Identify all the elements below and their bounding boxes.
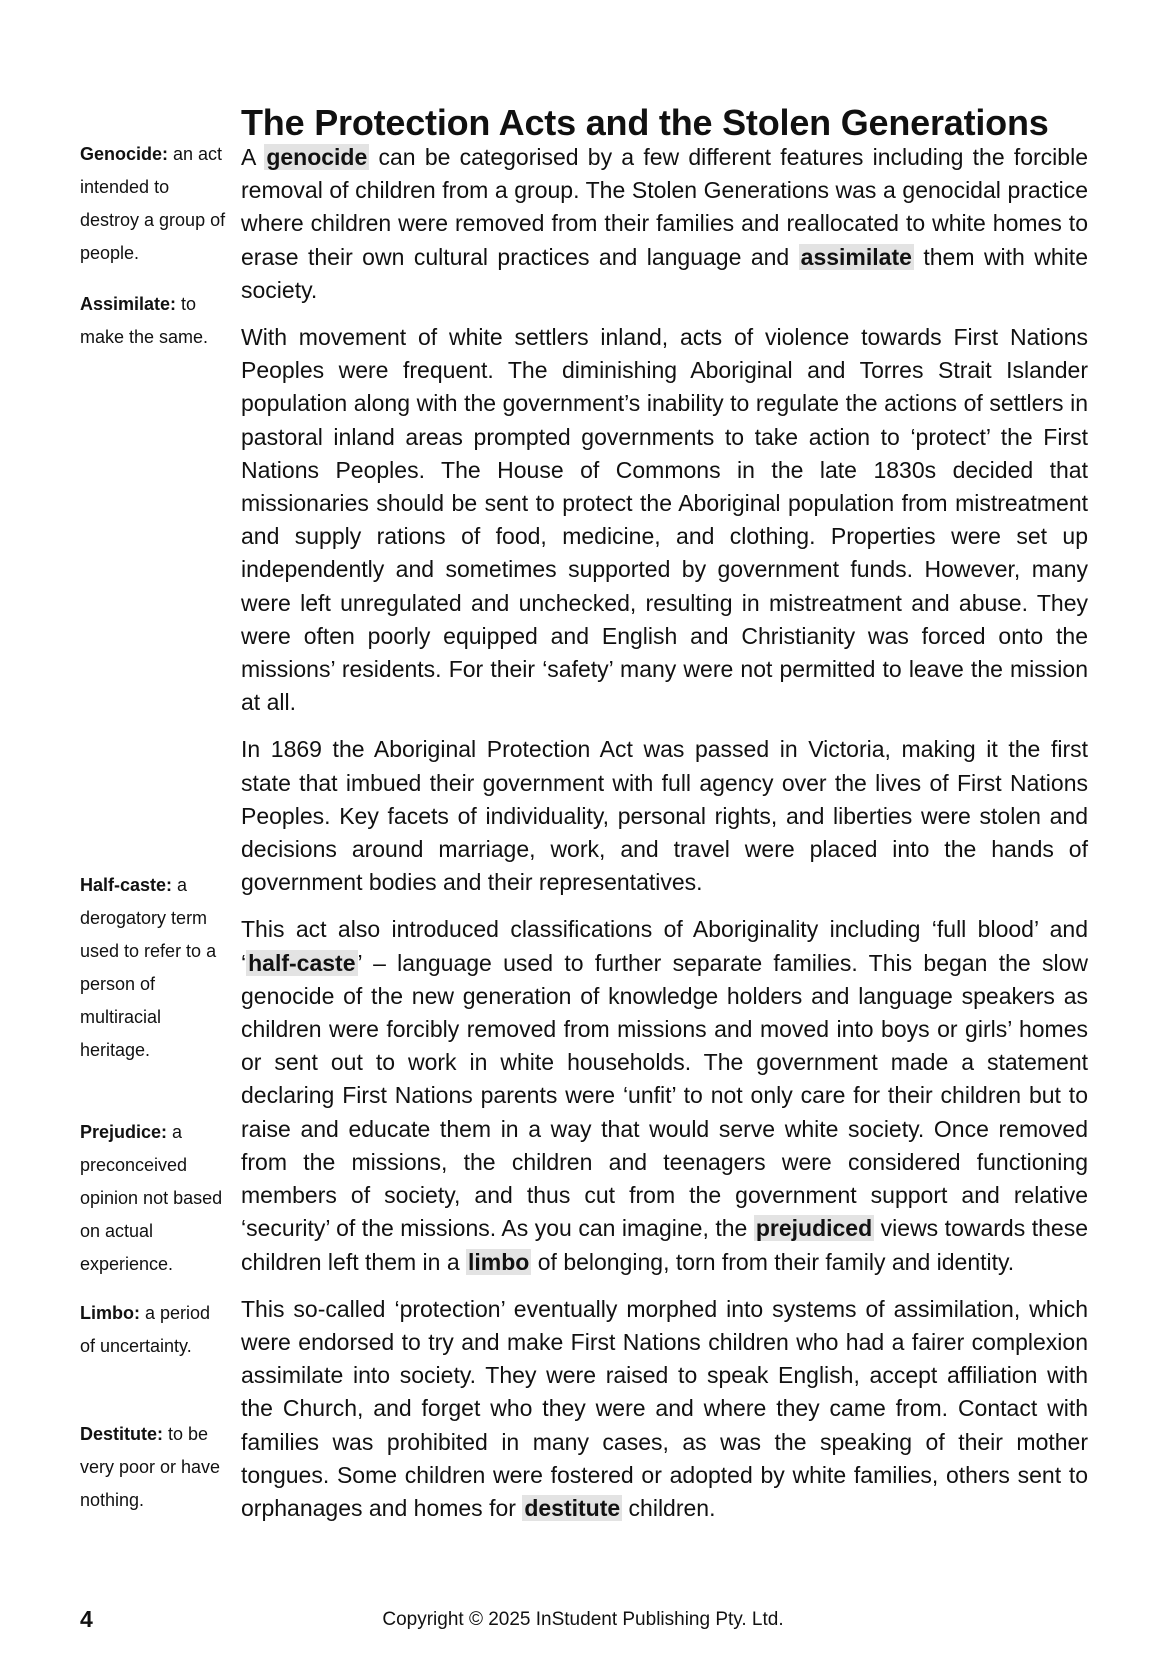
glossary-entry-destitute bbox=[80, 1418, 230, 1517]
paragraph-5: This so-called ‘protection’ eventually morphed into systems of assimilation, which were endorsed to try and make First Nations children who had a fairer complexion assimilate into society. They were raised to speak English, accept affiliation with the Church, and forget who they were and where they came from. Contact with families was prohibited in many cases, as was the speaking of their mother tongues. Some children were fostered or adopted by white families, others sent to orphanages and homes for destitute children. bbox=[241, 1295, 1088, 1521]
glossary-entry-half-caste bbox=[80, 869, 230, 1067]
keyword-prejudiced: prejudiced bbox=[755, 1215, 873, 1242]
glossary-term: Half-caste: bbox=[80, 875, 173, 895]
glossary-definition: to make the same. bbox=[80, 294, 209, 347]
copyright-notice: Copyright © 2025 InStudent Publishing Pty. Ltd. bbox=[382, 1609, 784, 1630]
paragraph-1: A genocide can be categorised by a few different features including the forcible removal of children from a group. The Stolen Generations was a genocidal practice where children were removed from their families and reallocated to white homes to erase their own cultural practices and language and assimilate them with white society. bbox=[241, 144, 1088, 303]
keyword-assimilate: assimilate bbox=[800, 243, 912, 270]
keyword-limbo: limbo bbox=[468, 1248, 530, 1275]
glossary-definition: a derogatory term used to refer to a person of multiracial heritage. bbox=[80, 875, 217, 1060]
glossary-definition: to be very poor or have nothing. bbox=[80, 1424, 221, 1510]
keyword-genocide: genocide bbox=[266, 144, 368, 170]
glossary-term: Prejudice: bbox=[80, 1122, 168, 1142]
glossary-entry-genocide bbox=[80, 138, 230, 270]
main-text bbox=[241, 141, 1088, 1539]
paragraph-3: In 1869 the Aboriginal Protection Act was passed in Victoria, making it the first state that imbued their government with full agency over the lives of First Nations Peoples. Key facets of individuality, personal rights, and liberties were stolen and decisions around marriage, work, and travel were placed into the hands of government bodies and their representatives. bbox=[241, 736, 1088, 896]
glossary-definition: a preconceived opinion not based on actual experience. bbox=[80, 1122, 223, 1274]
keyword-destitute: destitute bbox=[524, 1494, 621, 1521]
glossary-definition: an act intended to destroy a group of people. bbox=[80, 144, 226, 263]
page-number: 4 bbox=[80, 1606, 93, 1632]
glossary-entry-prejudice bbox=[80, 1116, 230, 1281]
keyword-half-caste: half-caste bbox=[248, 949, 356, 976]
glossary-term: Limbo: bbox=[80, 1303, 140, 1323]
glossary-entry-limbo bbox=[80, 1297, 230, 1363]
glossary-definition: a period of uncertainty. bbox=[80, 1303, 211, 1356]
page-title: The Protection Acts and the Stolen Generations bbox=[241, 102, 1049, 144]
paragraph-4: This act also introduced classifications of Aboriginality including ‘full blood’ and ‘half-caste’ – language used to further separate families. This began the slow genocide of the new generation of knowledge holders and language speakers as children were forcibly removed from missions and moved into boys or girls’ homes or sent out to work in white households. The government made a statement declaring First Nations parents were ‘unfit’ to not only care for their children but to raise and educate them in a way that would serve white society. Once removed from the missions, the children and teenagers were considered functioning members of society, and thus cut from the government support and relative ‘security’ of the missions. As you can imagine, the prejudiced views towards these children left them in a limbo of belonging, torn from their family and identity. bbox=[241, 916, 1088, 1275]
glossary-term: Assimilate: bbox=[80, 294, 177, 314]
paragraph-2: With movement of white settlers inland, acts of violence towards First Nations Peoples were frequent. The diminishing Aboriginal and Torres Strait Islander population along with the government’s inability to regulate the actions of settlers in pastoral inland areas prompted governments to take action to ‘protect’ the First Nations Peoples. The House of Commons in the late 1830s decided that missionaries should be sent to protect the Aboriginal population from mistreatment and supply rations of food, medicine, and clothing. Properties were set up independently and sometimes supported by government funds. However, many were left unregulated and unchecked, resulting in mistreatment and abuse. They were often poorly equipped and English and Christianity was forced onto the missions’ residents. For their ‘safety’ many were not permitted to leave the mission at all. bbox=[241, 324, 1088, 716]
glossary-entry-assimilate bbox=[80, 288, 230, 354]
glossary-term: Destitute: bbox=[80, 1424, 164, 1444]
glossary-term: Genocide: bbox=[80, 144, 169, 164]
